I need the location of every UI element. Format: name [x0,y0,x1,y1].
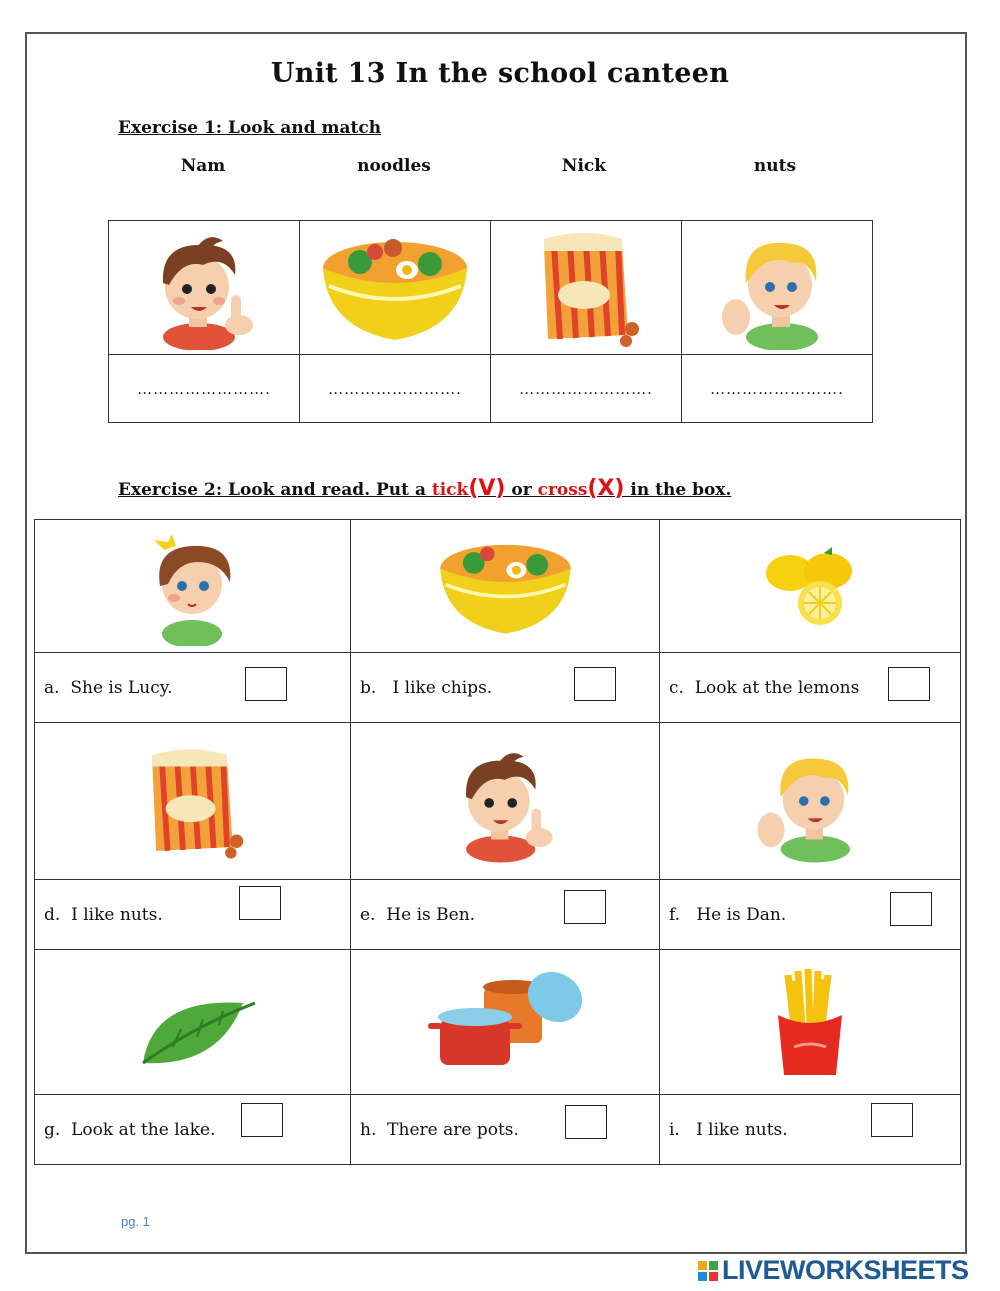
exercise2-heading-end: in the box. [624,480,732,500]
page-title: Unit 13 In the school canteen [270,58,730,89]
name-nick: Nick [561,156,607,176]
answer-checkbox[interactable] [239,886,281,920]
item-text: She is Lucy. [70,677,173,698]
answer-checkbox[interactable] [245,667,287,701]
boy-blonde-hair-icon [682,225,872,350]
match-picture-cell [300,221,491,355]
item-letter: c. [669,677,684,698]
item-text: I like nuts. [696,1119,788,1140]
exercise2-heading [118,476,731,501]
item-i [660,1095,961,1165]
item-b [351,653,660,723]
exercise2-grid [34,519,961,1165]
leaf-icon [35,967,350,1077]
answer-checkbox[interactable] [241,1103,283,1137]
match-table [108,220,873,423]
item-letter: a. [44,677,60,698]
match-picture-cell [491,221,682,355]
answer-checkbox[interactable] [871,1103,913,1137]
item-letter: b. [360,677,377,698]
item-letter: i. [669,1119,680,1140]
answer-checkbox[interactable] [574,667,616,701]
item-text: There are pots. [387,1119,519,1140]
item-letter: f. [669,904,681,925]
item-c [660,653,961,723]
girl-icon [35,526,350,646]
item-text: He is Dan. [696,904,787,925]
answer-checkbox[interactable] [565,1105,607,1139]
pots-icon [351,967,659,1077]
or-word: or [505,480,538,500]
item-letter: e. [360,904,376,925]
item-text: Look at the lake. [71,1119,216,1140]
item-d [35,880,351,950]
answer-checkbox[interactable] [890,892,932,926]
item-a [35,653,351,723]
page-number: pg. 1 [121,1214,150,1229]
picture-cell [35,950,351,1095]
answer-blank[interactable]: ……………………. [491,355,682,423]
boy-brown-hair-icon [351,739,659,864]
picture-cell [660,950,961,1095]
chips-bag-icon [491,225,681,350]
name-nuts: nuts [753,156,797,176]
picture-cell [351,950,660,1095]
boy-brown-hair-icon [109,225,299,350]
french-fries-icon [660,965,960,1080]
item-letter: d. [44,904,61,925]
logo-text: LIVEWORKSHEETS [722,1255,969,1285]
item-f [660,880,961,950]
answer-checkbox[interactable] [888,667,930,701]
answer-blank[interactable]: ……………………. [300,355,491,423]
liveworksheets-logo [698,1255,969,1286]
picture-cell [660,520,961,653]
answer-checkbox[interactable] [564,890,606,924]
item-text: He is Ben. [386,904,476,925]
item-h [351,1095,660,1165]
exercise1-heading: Exercise 1: Look and match [118,118,382,138]
item-g [35,1095,351,1165]
name-noodles: noodles [357,156,431,176]
lemons-icon [660,541,960,631]
exercise2-heading-instruction: : Look and read. Put a [215,480,432,500]
item-text: I like nuts. [71,904,163,925]
chips-bag-icon [35,739,350,864]
picture-cell [35,520,351,653]
answer-blank[interactable]: ……………………. [682,355,873,423]
exercise2-heading-label: Exercise 2 [118,480,216,500]
match-picture-cell [682,221,873,355]
logo-mark-icon [698,1261,718,1281]
picture-cell [351,723,660,880]
picture-cell [351,520,660,653]
tick-word: tick [431,480,469,500]
boy-blonde-hair-icon [660,739,960,864]
item-letter: h. [360,1119,377,1140]
match-picture-cell [109,221,300,355]
item-e [351,880,660,950]
cross-mark: (X) [587,476,625,501]
item-letter: g. [44,1119,61,1140]
item-text: I like chips. [392,677,493,698]
noodle-bowl-icon [351,529,659,644]
noodle-bowl-icon [300,228,490,348]
cross-word: cross [537,480,588,500]
answer-blank[interactable]: ……………………. [109,355,300,423]
picture-cell [660,723,961,880]
picture-cell [35,723,351,880]
tick-mark: (V) [468,476,506,501]
name-nam: Nam [180,156,226,176]
item-text: Look at the lemons [694,677,860,698]
